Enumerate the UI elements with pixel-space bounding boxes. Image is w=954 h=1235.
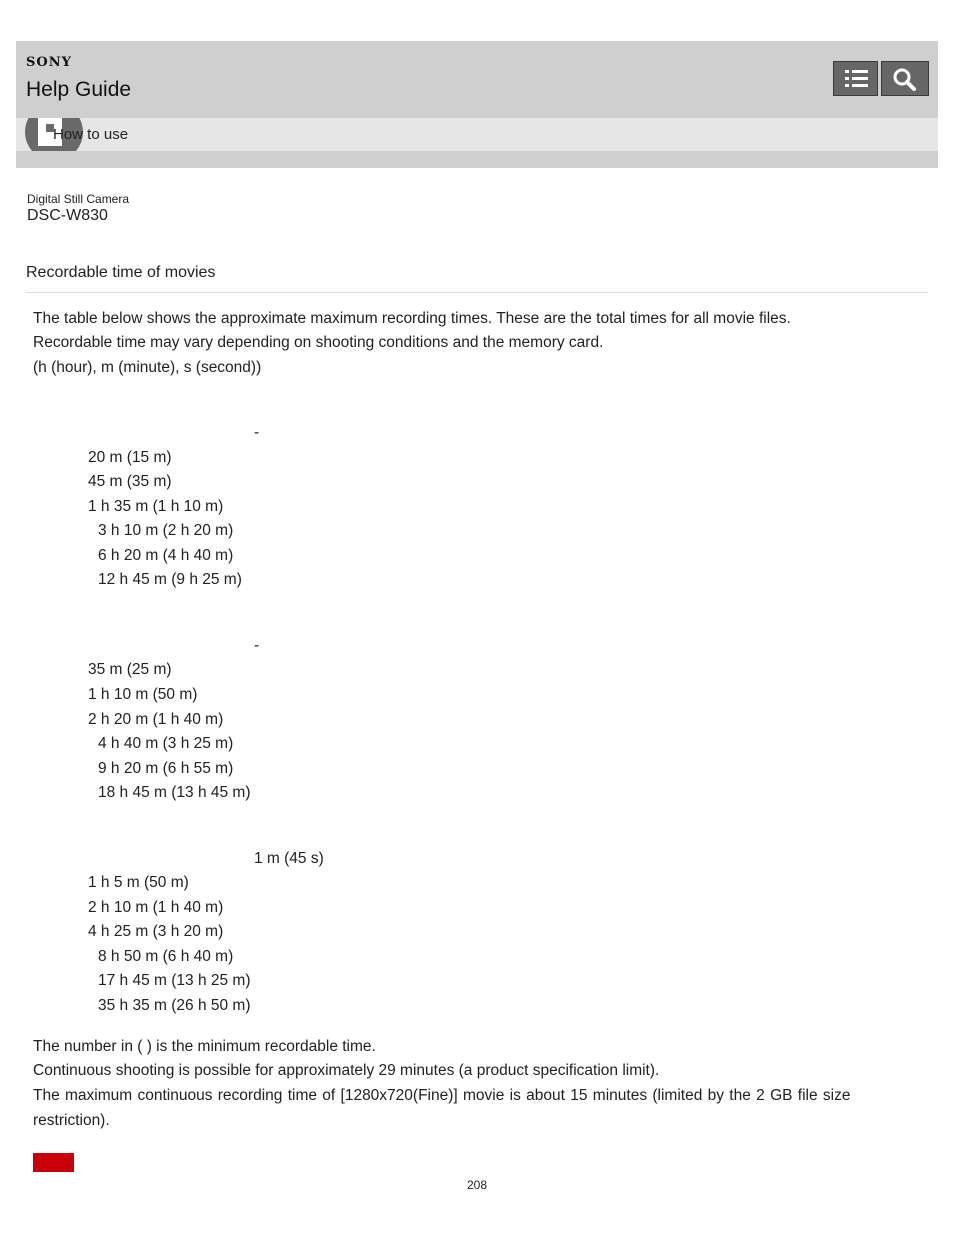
note-line: The number in ( ) is the minimum recordable time. xyxy=(33,1038,376,1055)
table-cell: 12 h 45 m (9 h 25 m) xyxy=(98,571,242,588)
note-line: Continuous shooting is possible for approximately 29 minutes (a product specification limit). xyxy=(33,1062,660,1079)
list-icon xyxy=(844,67,870,91)
table-cell: 18 h 45 m (13 h 45 m) xyxy=(98,784,251,801)
product-category: Digital Still Camera xyxy=(27,192,130,206)
table-cell: 1 m (45 s) xyxy=(254,850,324,867)
note-line: restriction). xyxy=(33,1112,110,1129)
table-cell: 20 m (15 m) xyxy=(88,449,172,466)
sony-logo: SONY xyxy=(26,55,72,70)
header-strip xyxy=(16,151,938,168)
table-cell: 1 h 35 m (1 h 10 m) xyxy=(88,498,224,515)
table-cell: 35 h 35 m (26 h 50 m) xyxy=(98,997,251,1014)
note-line: The maximum continuous recording time of [1280x720(Fine)] movie is about 15 minutes (limited by the 2 GB file size xyxy=(33,1087,851,1104)
product-model: DSC-W830 xyxy=(27,207,108,224)
table-cell: 35 m (25 m) xyxy=(88,661,172,678)
title-divider xyxy=(26,292,928,293)
back-to-top-button[interactable] xyxy=(33,1153,74,1172)
table-cell: 3 h 10 m (2 h 20 m) xyxy=(98,522,234,539)
help-guide-title: Help Guide xyxy=(26,78,132,101)
table-cell: 6 h 20 m (4 h 40 m) xyxy=(98,547,234,564)
table-cell: - xyxy=(254,424,260,441)
search-button[interactable] xyxy=(881,61,929,96)
table-cell: 45 m (35 m) xyxy=(88,473,172,490)
breadcrumb-how-to-use[interactable]: How to use xyxy=(53,126,129,143)
table-cell: 8 h 50 m (6 h 40 m) xyxy=(98,948,234,965)
table-cell: - xyxy=(254,637,260,654)
intro-line: Recordable time may vary depending on shooting conditions and the memory card. xyxy=(33,334,604,351)
table-cell: 2 h 10 m (1 h 40 m) xyxy=(88,899,224,916)
breadcrumb-bar xyxy=(16,118,938,151)
intro-line: (h (hour), m (minute), s (second)) xyxy=(33,359,262,376)
site-header xyxy=(16,41,938,118)
page-number: 208 xyxy=(466,1178,488,1192)
table-cell: 1 h 10 m (50 m) xyxy=(88,686,198,703)
table-cell: 1 h 5 m (50 m) xyxy=(88,874,189,891)
intro-line: The table below shows the approximate maximum recording times. These are the total times for all movie files. xyxy=(33,310,791,327)
table-cell: 2 h 20 m (1 h 40 m) xyxy=(88,711,224,728)
table-cell: 4 h 40 m (3 h 25 m) xyxy=(98,735,234,752)
table-cell: 4 h 25 m (3 h 20 m) xyxy=(88,923,224,940)
page-title: Recordable time of movies xyxy=(26,264,216,281)
menu-button[interactable] xyxy=(833,61,878,96)
table-cell: 9 h 20 m (6 h 55 m) xyxy=(98,760,234,777)
table-cell: 17 h 45 m (13 h 25 m) xyxy=(98,972,251,989)
search-icon xyxy=(892,67,918,91)
